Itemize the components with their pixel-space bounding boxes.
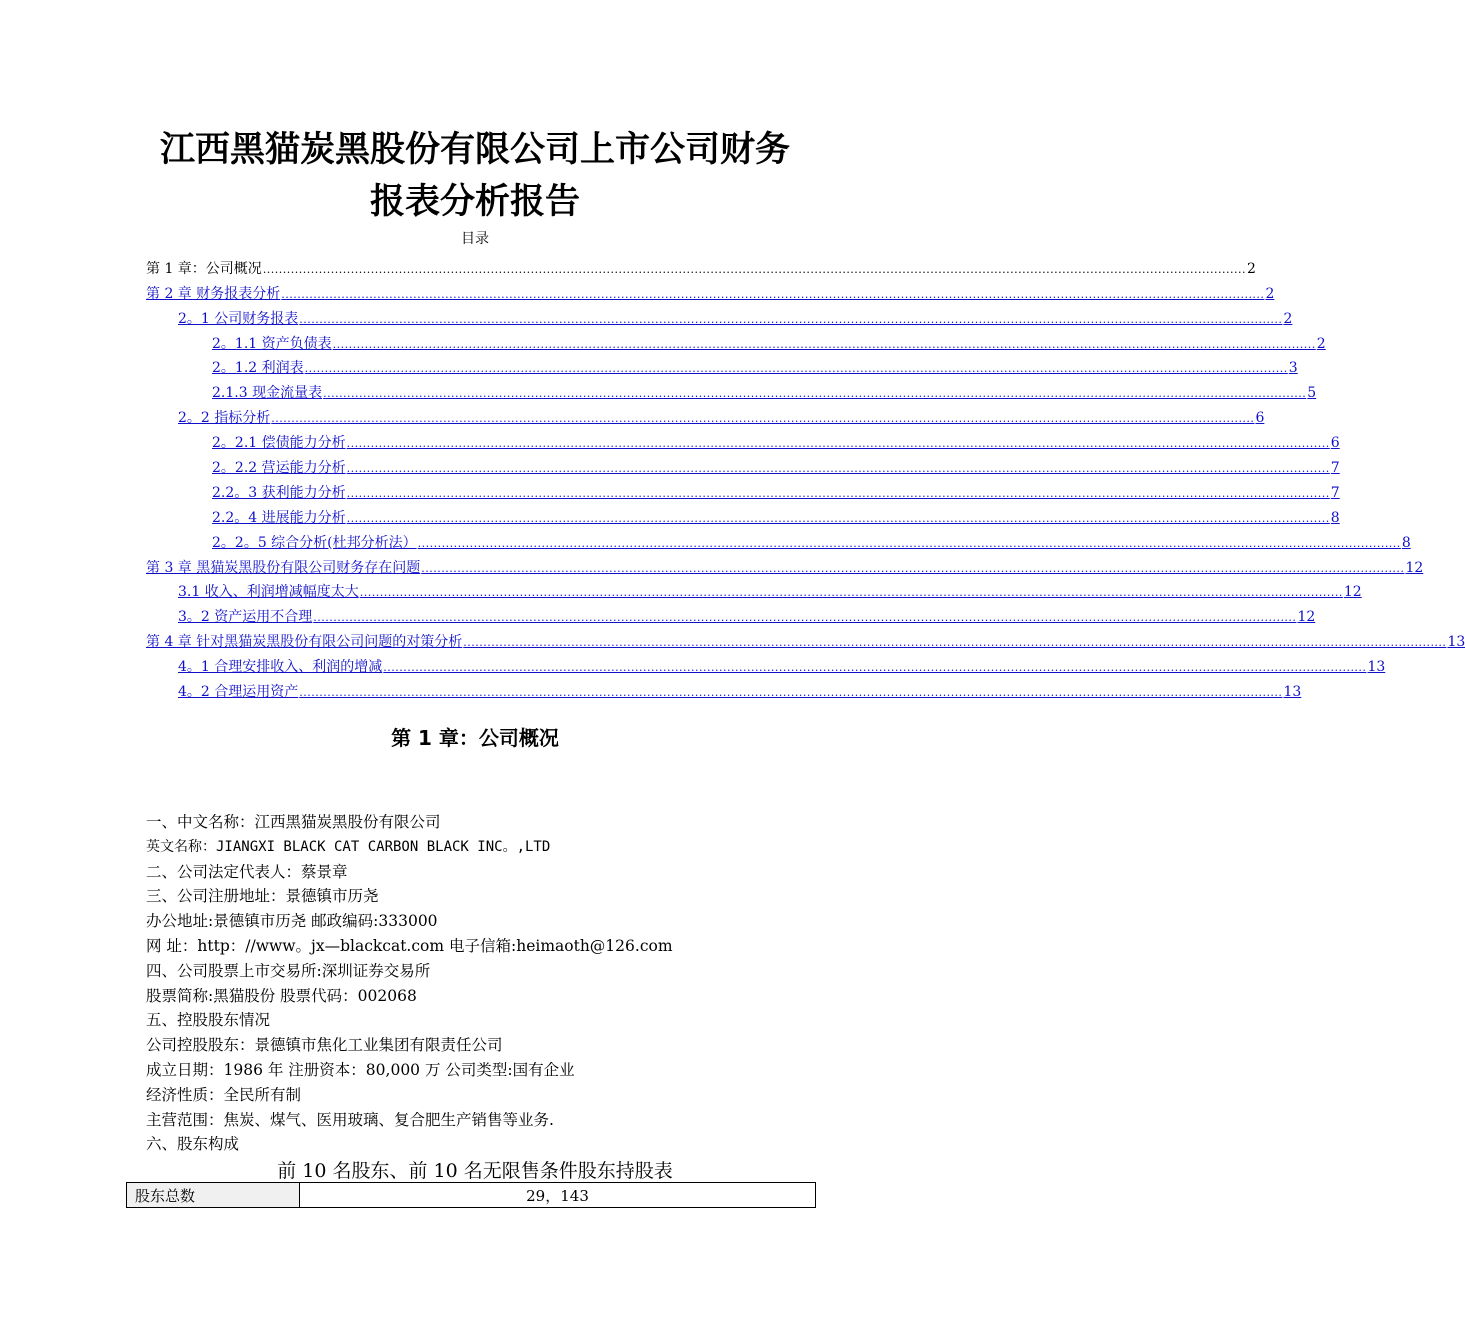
toc-entry-page: 7 (1330, 484, 1340, 501)
toc-entry-label: 4。2 合理运用资产 (178, 684, 299, 701)
toc-entry-page: 12 (1297, 609, 1316, 626)
toc-entry-label: 4。1 合理安排收入、利润的增减 (178, 659, 383, 676)
toc-entry-label: 2。1 公司财务报表 (178, 310, 299, 327)
toc-leader-dots: ...................................................................................................................................................................................................................................................... (417, 536, 1401, 550)
toc-leader-dots: ...................................................................................................................................................................................................................................................... (421, 561, 1405, 575)
toc-heading: 目录 (461, 231, 489, 247)
registered-address-line: 三、公司注册地址：景德镇市历尧 (146, 887, 379, 906)
toc-leader-dots: ...................................................................................................................................................................................................................................................... (463, 636, 1447, 650)
toc-entry-label: 第 3 章 黑猫炭黑股份有限公司财务存在问题 (146, 559, 421, 576)
toc-entry-label: 3。2 资产运用不合理 (178, 609, 313, 626)
toc-link-chapter-2[interactable] (146, 277, 1275, 302)
toc-link-2-1-3[interactable] (146, 376, 1317, 402)
toc-entry-label: 2.2。4 进展能力分析 (212, 509, 346, 526)
english-name-line: 英文名称：JIANGXI BLACK CAT CARBON BLACK INC。,LTD (146, 838, 551, 855)
stock-code-line: 股票简称:黑猫股份 股票代码：002068 (146, 986, 417, 1005)
toc-leader-dots: ...................................................................................................................................................................................................................................................... (383, 661, 1367, 675)
toc-link-3-1[interactable] (146, 576, 1362, 601)
toc-link-2-2-4[interactable] (146, 501, 1340, 526)
shareholder-table-caption: 前 10 名股东、前 10 名无限售条件股东持股表 (277, 1160, 673, 1182)
toc-leader-dots: ...................................................................................................................................................................................................................................................... (323, 387, 1307, 401)
toc-entry-page: 3 (1288, 360, 1298, 377)
toc-leader-dots: ...................................................................................................................................................................................................................................................... (262, 262, 1246, 276)
toc-leader-dots: ...................................................................................................................................................................................................................................................... (271, 412, 1255, 426)
toc-entry-page: 2 (1246, 260, 1256, 277)
table-of-contents (146, 252, 1465, 701)
office-address-line: 办公地址:景德镇市历尧 邮政编码:333000 (146, 912, 438, 931)
toc-entry-page: 13 (1367, 659, 1386, 676)
legal-representative-line: 二、公司法定代表人：蔡景章 (146, 862, 348, 881)
toc-entry-label: 第 4 章 针对黑猫炭黑股份有限公司问题的对策分析 (146, 634, 463, 651)
toc-link-3-2[interactable] (146, 600, 1316, 626)
toc-link-4-1[interactable] (146, 650, 1386, 676)
toc-link-chapter-3[interactable] (146, 551, 1424, 576)
table-row (127, 1183, 816, 1208)
toc-entry-page: 12 (1343, 584, 1362, 601)
total-shareholders-value: 29，143 (300, 1183, 816, 1208)
business-scope-line: 主营范围：焦炭、煤气、医用玻璃、复合肥生产销售等业务. (146, 1110, 554, 1129)
title-line-2: 报表分析报告 (369, 182, 580, 222)
toc-entry-label: 2。1.1 资产负债表 (212, 335, 332, 352)
toc-entry-page: 13 (1447, 634, 1465, 651)
toc-entry-label: 2.1.3 现金流量表 (212, 385, 323, 402)
toc-entry-label: 2。2.1 偿债能力分析 (212, 435, 346, 452)
toc-link-chapter-4[interactable] (146, 625, 1465, 651)
toc-entry-page: 6 (1330, 435, 1340, 452)
toc-entry-label: 2.2。3 获利能力分析 (212, 484, 346, 501)
toc-link-2-2[interactable] (146, 401, 1265, 427)
toc-entry-label: 2。2。5 综合分析(杜邦分析法） (212, 534, 417, 551)
chapter-1-heading: 第 1 章：公司概况 (391, 726, 559, 750)
toc-entry-page: 2 (1316, 335, 1326, 352)
toc-leader-dots: ...................................................................................................................................................................................................................................................... (359, 586, 1343, 600)
toc-entry-page: 6 (1255, 410, 1265, 427)
toc-entry-label: 3.1 收入、利润增减幅度太大 (178, 584, 359, 601)
toc-entry-page: 2 (1265, 285, 1275, 302)
controlling-shareholder-heading: 五、控股股东情况 (146, 1011, 271, 1030)
title-line-1: 江西黑猫炭黑股份有限公司上市公司财务 (159, 130, 790, 170)
toc-leader-dots: ...................................................................................................................................................................................................................................................... (346, 486, 1330, 500)
toc-entry-label: 2。1.2 利润表 (212, 360, 304, 377)
toc-entry-page: 12 (1405, 559, 1424, 576)
toc-leader-dots: ...................................................................................................................................................................................................................................................... (299, 312, 1283, 326)
document-title (0, 124, 950, 228)
toc-link-2-2-1[interactable] (146, 426, 1340, 452)
toc-link-2-2-5[interactable] (146, 526, 1411, 551)
toc-leader-dots: ...................................................................................................................................................................................................................................................... (332, 337, 1316, 351)
shareholder-structure-heading: 六、股东构成 (146, 1135, 240, 1154)
economic-nature-line: 经济性质：全民所有制 (146, 1085, 302, 1104)
controlling-shareholder-line: 公司控股股东：景德镇市焦化工业集团有限责任公司 (146, 1036, 503, 1055)
toc-entry-label: 第 1 章：公司概况 (146, 260, 262, 277)
toc-leader-dots: ...................................................................................................................................................................................................................................................... (346, 462, 1330, 476)
toc-leader-dots: ...................................................................................................................................................................................................................................................... (304, 362, 1288, 376)
toc-entry-label: 2。2 指标分析 (178, 410, 271, 427)
toc-link-2-1-1[interactable] (146, 327, 1326, 352)
toc-link-2-2-2[interactable] (146, 451, 1340, 477)
toc-entry-label: 2。2.2 营运能力分析 (212, 460, 346, 477)
toc-link-2-2-3[interactable] (146, 476, 1340, 501)
establishment-capital-line: 成立日期：1986 年 注册资本：80,000 万 公司类型:国有企业 (146, 1060, 575, 1079)
toc-entry-page: 5 (1307, 385, 1317, 402)
chinese-name-line: 一、中文名称：江西黑猫炭黑股份有限公司 (146, 813, 441, 831)
shareholder-table (126, 1182, 816, 1208)
toc-link-2-1-2[interactable] (146, 352, 1298, 377)
toc-link-2-1[interactable] (146, 302, 1293, 327)
toc-link-4-2[interactable] (146, 675, 1302, 701)
toc-entry-page: 7 (1330, 460, 1340, 477)
stock-exchange-line: 四、公司股票上市交易所:深圳证券交易所 (146, 961, 431, 980)
toc-leader-dots: ...................................................................................................................................................................................................................................................... (281, 287, 1265, 301)
total-shareholders-label: 股东总数 (127, 1183, 300, 1208)
toc-entry-page: 13 (1283, 684, 1302, 701)
toc-leader-dots: ...................................................................................................................................................................................................................................................... (299, 686, 1283, 700)
toc-entry-page: 8 (1330, 509, 1340, 526)
toc-entry-page: 8 (1401, 534, 1411, 551)
toc-entry-chapter-1[interactable] (146, 252, 1256, 277)
website-email-line: 网 址：http：//www。jx—blackcat.com 电子信箱:heimaoth@126.com (146, 936, 673, 955)
toc-leader-dots: ...................................................................................................................................................................................................................................................... (346, 511, 1330, 525)
toc-entry-label: 第 2 章 财务报表分析 (146, 285, 281, 302)
company-overview (146, 810, 826, 1157)
toc-entry-page: 2 (1283, 310, 1293, 327)
toc-leader-dots: ...................................................................................................................................................................................................................................................... (346, 437, 1330, 451)
toc-leader-dots: ...................................................................................................................................................................................................................................................... (313, 611, 1297, 625)
